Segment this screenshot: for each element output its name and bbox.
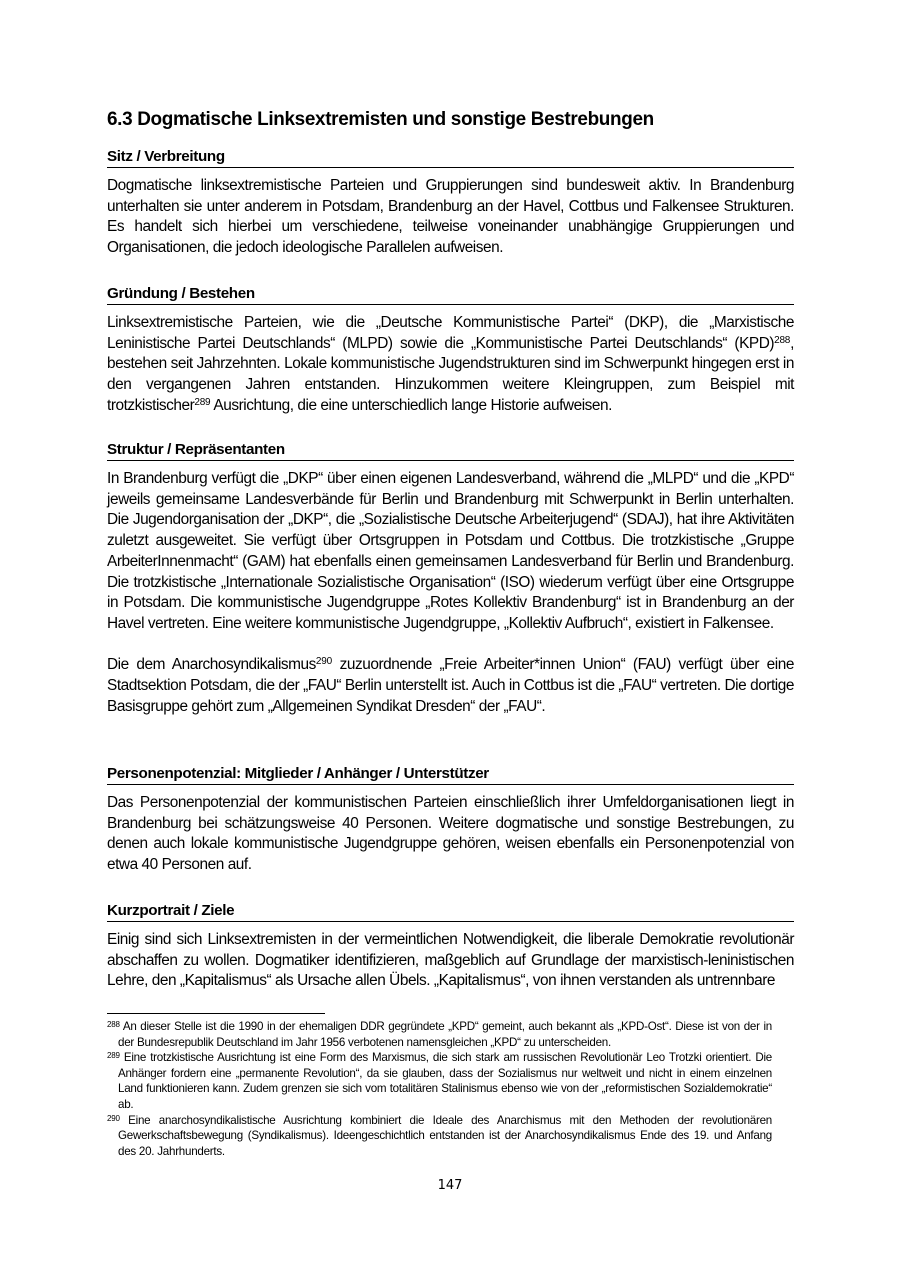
- footnote-ref-289[interactable]: 289: [194, 396, 211, 408]
- footnote-number: 289: [107, 1051, 120, 1061]
- section-gruendung: [107, 285, 794, 432]
- section-personenpotenzial: [107, 765, 794, 891]
- text-run: zuzuordnende „Freie Arbeiter*innen Union“ (FAU) verfügt über eine Stadtsektion Potsdam, die der „FAU“ Berlin unterstellt ist. Auch in Cottbus ist die „FAU“ vertreten. Die dortige Basisgruppe gehört zum „Allgemeinen Syndikat Dresden“ der „FAU“.: [107, 656, 794, 715]
- section-title: Gründung / Bestehen: [107, 285, 794, 305]
- paragraph: Dogmatische linksextremistische Parteien und Gruppierungen sind bundesweit aktiv. In Brandenburg unterhalten sie unter anderem in Potsdam, Brandenburg an der Havel, Cottbus und Falkensee Strukturen. Es handelt sich hierbei um verschiedene, teilweise voneinander unabhängige Gruppierungen und Organisationen, die jedoch ideologische Parallelen aufweisen.: [107, 177, 794, 257]
- footnotes: [107, 1019, 772, 1159]
- footnote-289: [107, 1050, 772, 1112]
- section-title: Struktur / Repräsentanten: [107, 441, 794, 461]
- footnote-separator: [107, 1013, 325, 1014]
- text-run: Linksextremistische Parteien, wie die „Deutsche Kommunistische Partei“ (DKP), die „Marxistische Leninistische Partei Deutschlands“ (MLPD) sowie die „Kommunistische Partei Deutschlands“ (KPD): [107, 314, 794, 352]
- paragraph: In Brandenburg verfügt die „DKP“ über einen eigenen Landesverband, während die „MLPD“ und die „KPD“ jeweils gemeinsame Landesverbände für Berlin und Brandenburg mit Schwerpunkt in Berlin unterhalten. Die Jugendorganisation der „DKP“, die „Sozialistische Deutsche Arbeiterjugend“ (SDAJ), hat ihre Aktivitäten zuletzt ausgeweitet. Sie verfügt über Ortsgruppen in Potsdam und Cottbus. Die trotzkistische „Gruppe ArbeiterInnenmacht“ (GAM) hat ebenfalls einen gemeinsamen Landesverband für Berlin und Brandenburg. Die trotzkistische „Internationale Sozialistische Organisation“ (ISO) wiederum verfügt über eine Ortsgruppe in Potsdam. Die kommunistische Jugendgruppe „Rotes Kollektiv Brandenburg“ ist in Brandenburg an der Havel vertreten. Eine weitere kommunistische Jugendgruppe, „Kollektiv Aufbruch“, existiert in Falkensee.: [107, 470, 794, 632]
- footnote-290: [107, 1113, 772, 1160]
- footnote-text: An dieser Stelle ist die 1990 in der ehemaligen DDR gegründete „KPD“ gemeint, auch bekannt als „KPD-Ost“. Diese ist von der in der Bundesrepublik Deutschland im Jahr 1956 verbotenen namensgleichen „KPD“ zu unterscheiden.: [118, 1020, 772, 1049]
- section-sitz: [107, 148, 794, 274]
- paragraph: [107, 313, 794, 417]
- footnote-text: Eine trotzkistische Ausrichtung ist eine Form des Marxismus, die sich stark am russischen Revolutionär Leo Trotzki orientiert. Die Anhänger fordern eine „permanente Revolution“, da sie glauben, dass der Sozialismus nur weltweit und nicht in einem einzelnen Land funktionieren kann. Zudem grenzen sie sich vom totalitären Stalinismus ebenso wie von der „reformistischen Sozialdemokratie“ ab.: [118, 1051, 772, 1111]
- footnote-number: 288: [107, 1020, 120, 1029]
- footnote-ref-290[interactable]: 290: [315, 656, 332, 668]
- section-struktur: [107, 441, 794, 733]
- paragraph: [107, 655, 794, 717]
- text-run: Die dem Anarchosyndikalismus: [107, 656, 316, 674]
- footnote-number: 290: [107, 1113, 120, 1123]
- footnote-text: Eine anarchosyndikalistische Ausrichtung kombiniert die Ideale des Anarchismus mit den Methoden der revolutionären Gewerkschaftsbewegung (Syndikalismus). Ideengeschichtlich entstanden ist der Anarchosyndikalismus Ende des 19. und Anfang des 20. Jahrhunderts.: [118, 1113, 772, 1158]
- section-title: Sitz / Verbreitung: [107, 148, 794, 168]
- footnote-ref-288[interactable]: 288: [774, 334, 791, 346]
- section-title: Personenpotenzial: Mitglieder / Anhänger / Unterstützer: [107, 765, 794, 785]
- page-number: 147: [437, 1178, 463, 1193]
- paragraph: Einig sind sich Linksextremisten in der vermeintlichen Notwendigkeit, die liberale Demokratie revolutionär abschaffen zu wollen. Dogmatiker identifizieren, maßgeblich auf Grundlage der marxistisch-leninistischen Lehre, den „Kapitalismus“ als Ursache allen Übels. „Kapitalismus“, von ihnen verstanden als untrennbare: [107, 931, 794, 990]
- text-run: Ausrichtung, die eine unterschiedlich lange Historie aufweisen.: [210, 396, 612, 414]
- section-title: Kurzportrait / Ziele: [107, 902, 794, 922]
- chapter-heading: 6.3 Dogmatische Linksextremisten und sonstige Bestrebungen: [107, 108, 654, 130]
- paragraph: Das Personenpotenzial der kommunistischen Parteien einschließlich ihrer Umfeldorganisationen liegt in Brandenburg bei schätzungsweise 40 Personen. Weitere dogmatische und sonstige Bestrebungen, zu denen auch lokale kommunistische Jugendgruppe gehören, weisen ebenfalls ein Personenpotenzial von etwa 40 Personen auf.: [107, 794, 794, 874]
- text-run: , bestehen seit Jahrzehnten. Lokale kommunistische Jugendstrukturen sind im Schwerpunkt hingegen erst in den vergangenen Jahren entstanden. Hinzukommen weitere Kleingruppen, zum Beispiel mit trotzkistischer: [107, 334, 794, 414]
- footnote-288: [107, 1019, 772, 1050]
- section-kurzportrait: [107, 902, 794, 1008]
